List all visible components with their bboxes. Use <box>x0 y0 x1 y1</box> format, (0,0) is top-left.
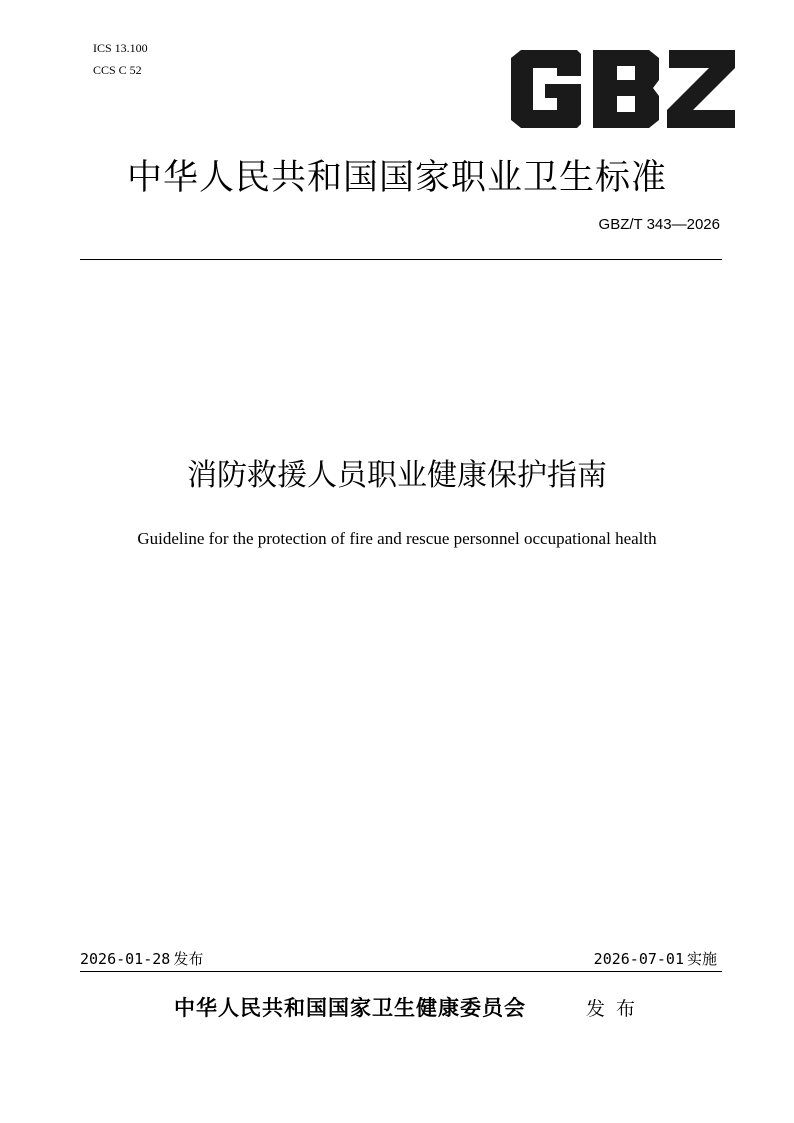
issue-label: 发布 <box>173 950 204 968</box>
publish-label: 发布 <box>586 998 647 1020</box>
implementation-date: 2026-07-01 <box>593 950 684 968</box>
document-title: 消防救援人员职业健康保护指南 <box>187 458 607 493</box>
ccs-code: CCS C 52 <box>93 63 142 77</box>
ics-code: ICS 13.100 <box>93 41 148 55</box>
header-divider <box>80 259 722 260</box>
publisher: 中华人民共和国国家卫生健康委员会 <box>174 995 526 1020</box>
issue-date: 2026-01-28 <box>80 950 171 968</box>
document-title-english: Guideline for the protection of fire and rescue personnel occupational health <box>137 529 657 548</box>
implementation-label: 实施 <box>686 950 717 968</box>
standard-number: GBZ/T 343—2026 <box>598 216 720 233</box>
implementation-date-line <box>594 948 717 970</box>
gbz-logo <box>507 50 737 128</box>
standard-category: 中华人民共和国国家职业卫生标准 <box>126 158 667 198</box>
footer-divider <box>80 971 722 972</box>
issue-date-line <box>80 948 203 970</box>
